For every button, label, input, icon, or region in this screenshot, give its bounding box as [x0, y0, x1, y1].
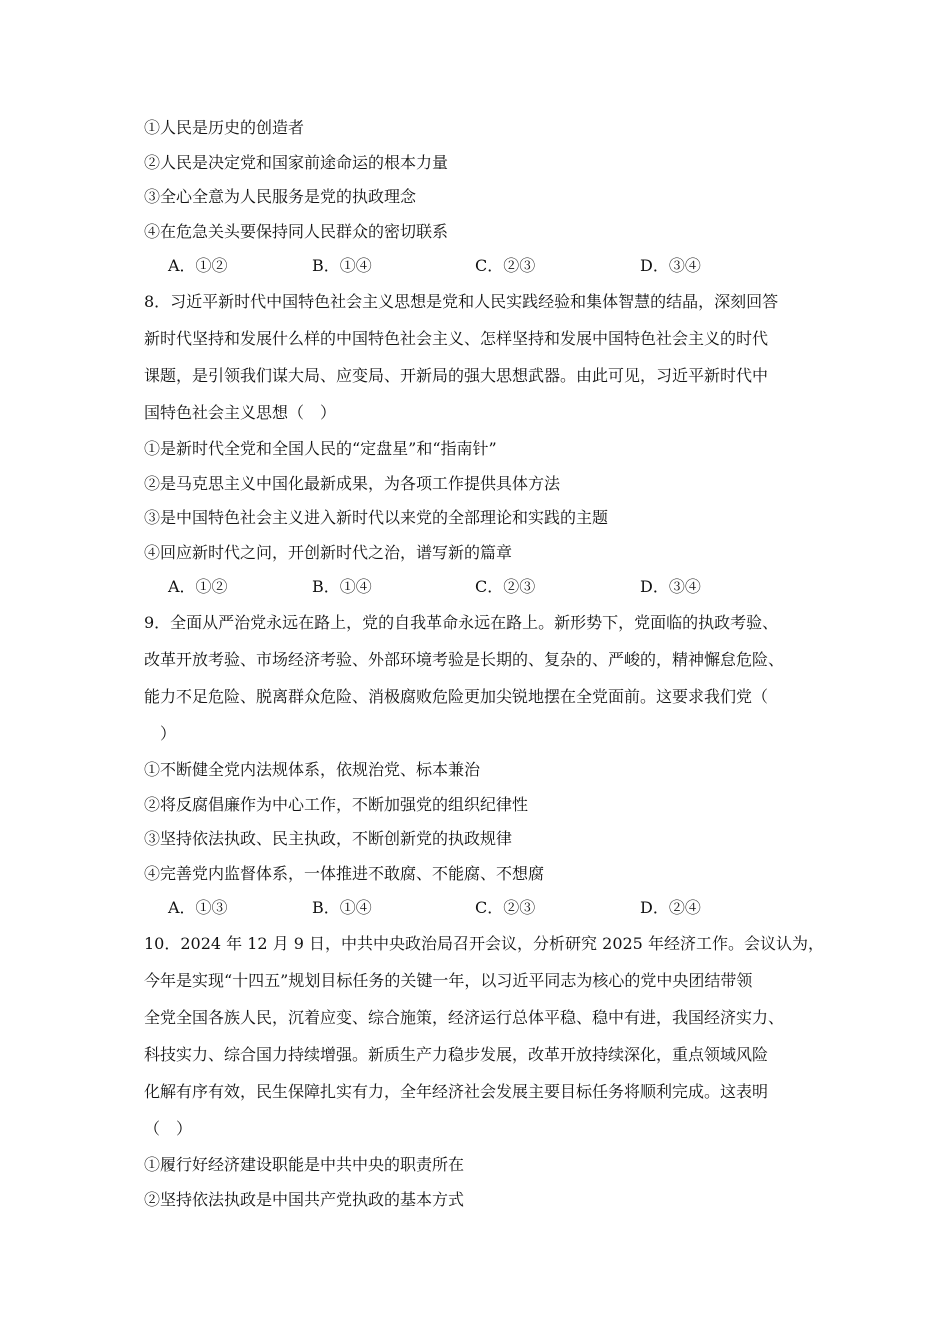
- q9-stem-line-1: 9．全面从严治党永远在路上，党的自我革命永远在路上。新形势下，党面临的执政考验、: [144, 613, 779, 632]
- q7-statement-2: ②人民是决定党和国家前途命运的根本力量: [144, 153, 449, 172]
- q8-stem-line-2: 新时代坚持和发展什么样的中国特色社会主义、怎样坚持和发展中国特色社会主义的时代: [144, 329, 769, 348]
- q7-statement-1: ①人民是历史的创造者: [144, 118, 305, 137]
- q10-stem-line-6: （ ）: [144, 1119, 193, 1138]
- q9-statement-1: ①不断健全党内法规体系，依规治党、标本兼治: [144, 760, 481, 779]
- q10-stem-line-2: 今年是实现“十四五”规划目标任务的关键一年，以习近平同志为核心的党中央团结带领: [144, 971, 753, 990]
- q8-statement-4: ④回应新时代之问，开创新时代之治，谱写新的篇章: [144, 543, 513, 562]
- q7-option-a[interactable]: A．①②: [168, 256, 228, 275]
- q10-stem-line-3: 全党全国各族人民，沉着应变、综合施策，经济运行总体平稳、稳中有进，我国经济实力、: [144, 1008, 785, 1027]
- q9-stem-line-4: ）: [144, 724, 177, 743]
- q10-stem-line-1: 10．2024 年 12 月 9 日，中共中央政治局召开会议，分析研究 2025 年经济工作。会议认为，: [144, 934, 824, 953]
- q7-option-d[interactable]: D．③④: [640, 256, 701, 275]
- q9-option-c[interactable]: C．②③: [475, 898, 536, 917]
- q8-stem-line-3: 课题，是引领我们谋大局、应变局、开新局的强大思想武器。由此可见，习近平新时代中: [144, 366, 769, 385]
- q8-statement-3: ③是中国特色社会主义进入新时代以来党的全部理论和实践的主题: [144, 508, 609, 527]
- q8-option-c[interactable]: C．②③: [475, 577, 536, 596]
- q9-stem-line-2: 改革开放考验、市场经济考验、外部环境考验是长期的、复杂的、严峻的，精神懈怠危险、: [144, 650, 785, 669]
- q7-option-b[interactable]: B．①④: [312, 256, 372, 275]
- q9-statement-2: ②将反腐倡廉作为中心工作，不断加强党的组织纪律性: [144, 795, 529, 814]
- q9-option-a[interactable]: A．①③: [168, 898, 228, 917]
- q9-option-b[interactable]: B．①④: [312, 898, 372, 917]
- q10-stem-line-5: 化解有序有效，民生保障扎实有力，全年经济社会发展主要目标任务将顺利完成。这表明: [144, 1082, 769, 1101]
- q9-statement-4: ④完善党内监督体系，一体推进不敢腐、不能腐、不想腐: [144, 864, 545, 883]
- q8-stem-line-4: 国特色社会主义思想（ ）: [144, 403, 337, 422]
- q9-option-d[interactable]: D．②④: [640, 898, 701, 917]
- q8-stem-line-1: 8．习近平新时代中国特色社会主义思想是党和人民实践经验和集体智慧的结晶，深刻回答: [144, 292, 779, 311]
- q8-option-b[interactable]: B．①④: [312, 577, 372, 596]
- q9-statement-3: ③坚持依法执政、民主执政，不断创新党的执政规律: [144, 829, 513, 848]
- q9-stem-line-3: 能力不足危险、脱离群众危险、消极腐败危险更加尖锐地摆在全党面前。这要求我们党（: [144, 687, 769, 706]
- q8-statement-1: ①是新时代全党和全国人民的“定盘星”和“指南针”: [144, 439, 497, 458]
- q10-statement-1: ①履行好经济建设职能是中共中央的职责所在: [144, 1155, 465, 1174]
- q7-statement-3: ③全心全意为人民服务是党的执政理念: [144, 187, 417, 206]
- q7-statement-4: ④在危急关头要保持同人民群众的密切联系: [144, 222, 449, 241]
- q8-statement-2: ②是马克思主义中国化最新成果，为各项工作提供具体方法: [144, 474, 561, 493]
- q8-option-a[interactable]: A．①②: [168, 577, 228, 596]
- q10-stem-line-4: 科技实力、综合国力持续增强。新质生产力稳步发展，改革开放持续深化，重点领域风险: [144, 1045, 769, 1064]
- q8-option-d[interactable]: D．③④: [640, 577, 701, 596]
- q7-option-c[interactable]: C．②③: [475, 256, 536, 275]
- q10-statement-2: ②坚持依法执政是中国共产党执政的基本方式: [144, 1190, 465, 1209]
